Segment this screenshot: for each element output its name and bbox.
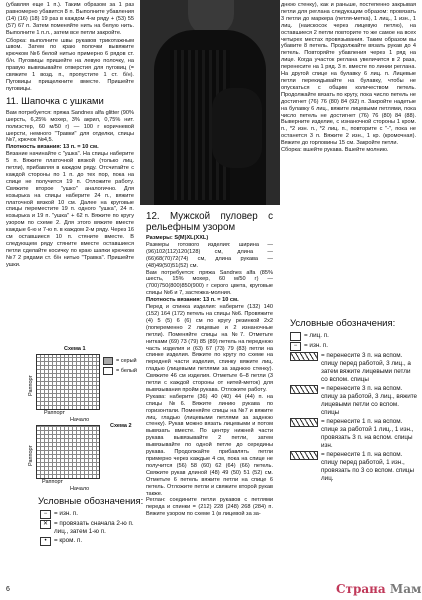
schema1-start: Начало (70, 417, 90, 423)
schema2-title: Схема 2 (110, 423, 132, 429)
legend-right-title: Условные обозначения: (290, 318, 396, 329)
legend-left-item-3: = кром. п. (54, 537, 83, 544)
watermark-part2: Мам (389, 582, 422, 596)
paragraph-final-assembly: Сборка: вшейте рукава. Вшейте молнию. (281, 147, 389, 154)
purl-symbol-icon: − (40, 510, 51, 519)
legend-left-title: Условные обозначения: (38, 496, 144, 507)
paragraph-raglan: Реглан: соедините петли рукавов с петлями переда и спинки = (212) 228 (248) 268 (284) п. Вяжите узором по схеме 1 (в лицевой за за- (146, 497, 273, 518)
legend-gray: = серый (116, 358, 137, 364)
schema1-grid (36, 354, 100, 410)
paragraph-hat-text: Вязание начинайте с "ушка". На спицы наберите 5 п. Вяжите платочной вязкой (только лиц. петли), прибавляя в каждом ряду. Отсчитайте с каждой стороны по 1 п. до тех пор, пока на спице не получится 19 п. Отложите работу. Свяжите второе "ушко" аналогично. Для козырька на спицы наберите 24 п., вяжите платочной вязкой 10 см. Далее на круговые спицы переместите 19 п. одного "ушка", 24 п. козырька и 19 п. "ушка" + 62 п. Вяжите по кругу узором по схеме 2. Для этого вяжите вместе каждые 6-ю и 7-ю п. в каждом 2-м ряду. Через 16 см оставшиеся 10 п. стяните вместе. В следующем ряду стяните вместе оставшиеся петли сделайте косичку по краю шапки крючком №7 2 рядами ст. б/н нитью "Травка". Пришейте ушки. (6, 151, 134, 268)
schema1-legend (103, 356, 137, 376)
knit-symbol-icon (290, 332, 301, 341)
legend-right-item-2: = изн. п. (304, 342, 328, 349)
paragraph-assembly: Сборка: выполните швы рукавов трикотажным швом. Затем по краю полочки вывяжите крючком №6 белой нитью примерно 6 рядов ст. б/н. Пуговицы пришейте на левую полочку, на правую вывязывайте отверстия для пуговиц (= свяжите 1 возд. п., пропустите 1 ст. б/н). Пуговицы прищелкните вместе. Пришейте пуговицы. (6, 37, 134, 92)
cable-left-icon (290, 418, 318, 427)
cable-back-icon (290, 385, 318, 394)
legend-left-item-2: = провязать сначала 2-ю п. лиц., затем 1-ю п. (54, 520, 134, 535)
pullover-photo (140, 0, 280, 205)
legend-right-item-3: = перенесите 3 п. на вспом. спицу перед работой, 3 лиц., а затем вяжите лицевыми петли со вспом. спицы (321, 352, 411, 383)
watermark-logo (336, 582, 421, 596)
cross-symbol-icon: ✕ (40, 520, 51, 529)
legend-right-item-4: = перенесите 3 п. на вспом. спицу за работой, 3 лиц., вяжите лицевыми петли со вспом. спицы (321, 385, 418, 416)
legend-right-item-6: = перенесите 1 п. на вспом. спицу перед работой, 1 изн., провязать по 3 со вспом. спицы лиц. (321, 451, 415, 482)
schema1-title: Схема 1 (64, 346, 86, 352)
purl-symbol-icon: − (290, 342, 301, 351)
watermark-part1: Страна (336, 582, 386, 596)
legend-left-item-1: = изн. п. (54, 510, 78, 517)
page-number: 6 (6, 586, 10, 593)
section-title-hat: 11. Шапочка с ушками (6, 95, 104, 107)
paragraph-density: Плотность вязания: 13 п. = 10 см. (146, 297, 239, 304)
section-title-pullover: 12. Мужской пуловер с рельефным узором (146, 211, 273, 233)
column-right (281, 2, 416, 154)
paragraph-front-back: Перед и спинка изделия: наберите (132) 140 (152) 164 (172) петель на спицы №6. Провяжите (4) 5 (5) 6 (6) см по кругу резинкой 2x2 (попеременно 2 лицевые и 2 изнаночные петли). Поменяйте спицы на №7. Отметьте нитками (69) 73 (79) 85 (89) петель на переднюю часть изделия и (63) 67 (73) 79 (83) петли на спинке изделия. Вяжите по кругу по схеме на передней части изделия, спинку вяжите лиц. гладью (лицевыми петлями за заднюю стенку). Свяжите 46 см изделия. Отметьте 6–8 петли (3 петли с каждой стороны от нитей-меток) для вывязывания пройм рукава. Отложите работу. (146, 304, 273, 393)
gray-swatch-icon (103, 357, 113, 365)
schema2-rapport-vertical: Раппорт (28, 444, 34, 466)
paragraph-intro: (убавляя еще 1 п.). Таким образом за 1 раз равномерно убавится 8 п. Выполните убавления (14) (16) (18) 19 раз в каждом 4-м ряду + (53) 55 (57) 67 п. Затем поменяйте нить на белую нить. Выполните 1 п.л., затем все петли закройте. (6, 2, 134, 36)
paragraph-need: Вам потребуется: пряжа Sandnes alfa (85% шесть, 15% мохер, 60 м/50 г) — (700)750(800)850(900) г серого цвета, круговые спицы №6 и 7, застежка-молния. (146, 269, 273, 297)
legend-right-item-5: = перенесите 1 п. на вспом. спице за работой 1 лиц., 1 изн., провязать 3 п. на вспом. спицы изн. (321, 418, 414, 449)
column-left (6, 2, 134, 269)
paragraph-continue: днюю стенку), как и раньше, постепенно закрывая петли для реглана следующим образом: провязать 3 петли до маркера (петля-метка), 1 лиц., 1 изн., 1 лиц. (наискосок через лицевую петлю), на оставшиеся 2 петли повторите то же самое на всех четырех местах провязывания. Таким образом вы убавите 8 петель. Продолжайте вязать рукав до 4 петель. Повторяйте убавления через 1 ряд на лице. Когда участок реглана увеличится в 2 раза, перенесите на 1 ряд. 3 п. вместе по линии реглана. На другой спице на булавку 6 лиц. п. Лицевые петли перекидывайте на булавку, чтобы не опускаться с общим количеством петель. Продолжайте вязать по кругу, пока число петель не достигнет (76) 76 (80) 84 (92) п. Закройте надетые на булавку 6 лиц., вяжите лицевыми петлями, пока число петель не достигнет (76) 76 (80) 84 (88). Выверните изделие, с изнаночной стороны 1 кром. п., *2 изн. п., *2 лиц. п., повторите с "-", пока не останется 3 п. Вяжите 2 изн., 1 кр. (кромочная). Вяжите до горловины 15 см. Закройте петли. (281, 2, 416, 147)
paragraph-sizes: Размеры: S(M)XL(XXL) (146, 235, 209, 241)
legend-white: = белый (116, 368, 137, 374)
paragraph-hat-density: Плотность вязания: 13 п. = 10 см. (6, 144, 99, 151)
schema2-rapport: Раппорт (42, 479, 64, 485)
paragraph-hat-need: Вам потребуется: пряжа Sandnes alfa glitter (90% шерсть, 6,25% мохер, 3% акрил, 0,75% нит. полиэстер, 60 м/50 г) — 100 г коричневой шерсти, немного "Травки" для отделки, спицы №7, крючок №4,5. (6, 109, 134, 144)
paragraph-sizes-text: Размеры готового изделия: ширина — (96)102(112)120(128) см, длина — (66)68(70)72(74) см, длина рукава — (48)49(50)51(52) см. (146, 241, 273, 269)
column-middle (146, 211, 273, 518)
paragraph-sleeves: Рукава: наберите (36) 40 (40) 44 (44) п. на спицы №6. Вяжите линию рукава по горизонтали. Поменяйте спицы на №7 и вяжите лиц. гладью (лицевыми петлями за заднюю стенку). Рукав можно вязать лицевыми и потом вывязать вместе. По центру нижней части рукава вывязывайте 2 петли, затем вывязывайте по одной петле до середины рукава. Продолжайте прибавлять петли примерно через каждые 4 см, пока на спице не получится (56) 58 (60) 62 (64) (66) петель. Свяжите рукав длиной (48) 49 (50) 51 (52) см. Отметьте 6 петель вяжите петли на спице 6 петель. Отложите петли и свяжите второй рукав также. (146, 393, 273, 497)
cable-right-icon (290, 451, 318, 460)
legend-left (40, 510, 136, 547)
white-swatch-icon (103, 367, 113, 375)
legend-right-item-1: = лиц. п. (304, 332, 329, 339)
schema2-start: Начало (70, 486, 90, 492)
schema1-rapport-vertical: Раппорт (28, 374, 34, 396)
cable-front-icon (290, 352, 318, 361)
schema2-grid (36, 425, 100, 479)
edge-symbol-icon: • (40, 537, 51, 546)
schema1-rapport: Раппорт (44, 410, 66, 416)
legend-right (290, 332, 418, 484)
